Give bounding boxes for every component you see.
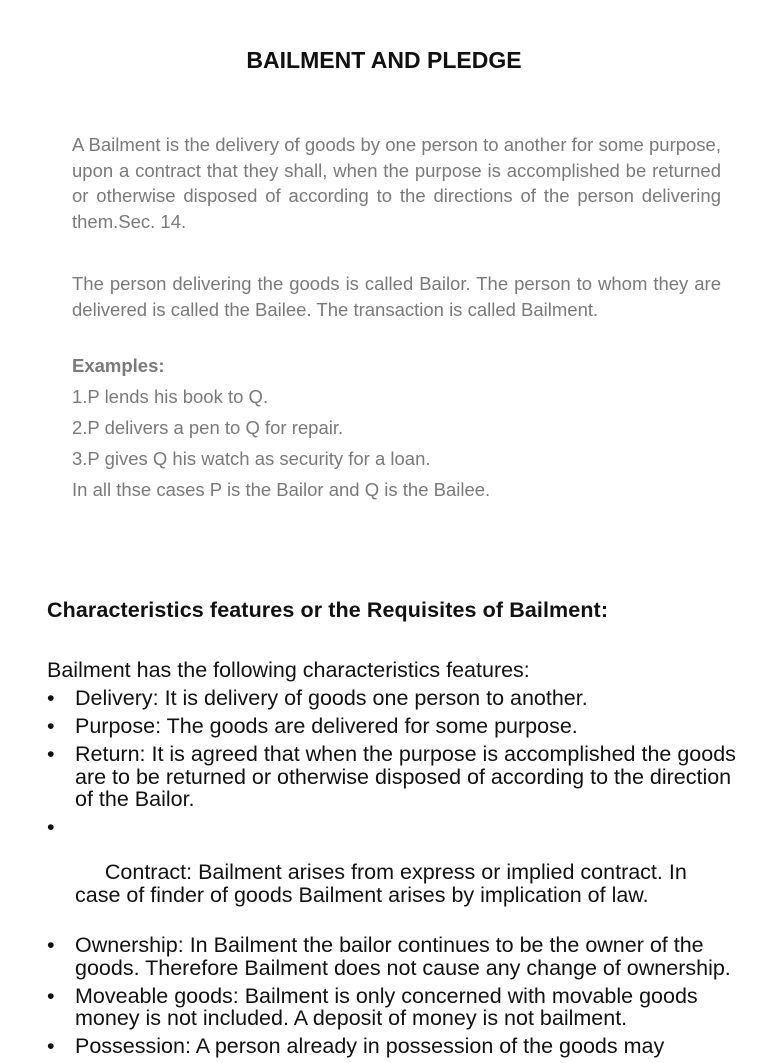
feature-text: Possession: A person already in possession of the goods may [75, 1034, 665, 1058]
feature-text: Ownership: In Bailment the bailor continues to be the owner of the goods. Therefore Bailment does not cause any change of ownership. [75, 933, 731, 980]
example-conclusion: In all thse cases P is the Bailor and Q is the Bailee. [72, 479, 491, 500]
example-item: 1.P lends his book to Q. [72, 386, 269, 407]
feature-item-ownership [47, 934, 737, 979]
bailor-bailee-paragraph: The person delivering the goods is called Bailor. The person to whom they are delivered is called the Bailee. The transaction is called Bailment. [72, 273, 721, 320]
characteristics-list [47, 687, 737, 1063]
feature-text: Return: It is agreed that when the purpose is accomplished the goods are to be returned or otherwise disposed of according to the direction of the Bailor. [75, 742, 736, 811]
feature-text: Contract: Bailment arises from express or implied contract. In case of finder of goods Bailment arises by implication of law. [75, 860, 693, 907]
feature-item-possession [47, 1035, 737, 1058]
bullet-icon: • [47, 933, 55, 957]
bullet-icon: • [47, 983, 55, 1008]
bullet-icon: • [47, 742, 55, 766]
bullet-icon: • [47, 815, 55, 839]
bailment-definition-paragraph: A Bailment is the delivery of goods by one person to another for some purpose, upon a contract that they shall, when the purpose is accomplished be returned or otherwise disposed of according to the directions of the person delivering them.Sec. 14. [72, 134, 721, 232]
example-item: 3.P gives Q his watch as security for a loan. [72, 448, 431, 469]
bullet-icon: • [47, 1034, 55, 1058]
feature-item-moveable-goods [47, 985, 737, 1030]
feature-item-delivery [47, 687, 737, 710]
feature-item-return [47, 743, 737, 811]
bullet-icon: • [47, 714, 55, 738]
feature-text: Delivery: It is delivery of goods one person to another. [75, 686, 588, 710]
examples-list [72, 384, 490, 508]
bullet-icon: • [47, 686, 55, 710]
document-title: BAILMENT AND PLEDGE [246, 47, 522, 73]
characteristics-intro: Bailment has the following characteristics features: [47, 658, 530, 682]
feature-item-purpose [47, 715, 737, 738]
examples-heading: Examples: [72, 355, 165, 376]
example-item: 2.P delivers a pen to Q for repair. [72, 417, 344, 438]
feature-item-contract [47, 816, 737, 929]
feature-text: Moveable goods: Bailment is only concerned with movable goods money is not included. A deposit of money is not bailment. [75, 983, 698, 1030]
characteristics-heading: Characteristics features or the Requisites of Bailment: [47, 598, 609, 622]
feature-text: Purpose: The goods are delivered for some purpose. [75, 714, 578, 738]
